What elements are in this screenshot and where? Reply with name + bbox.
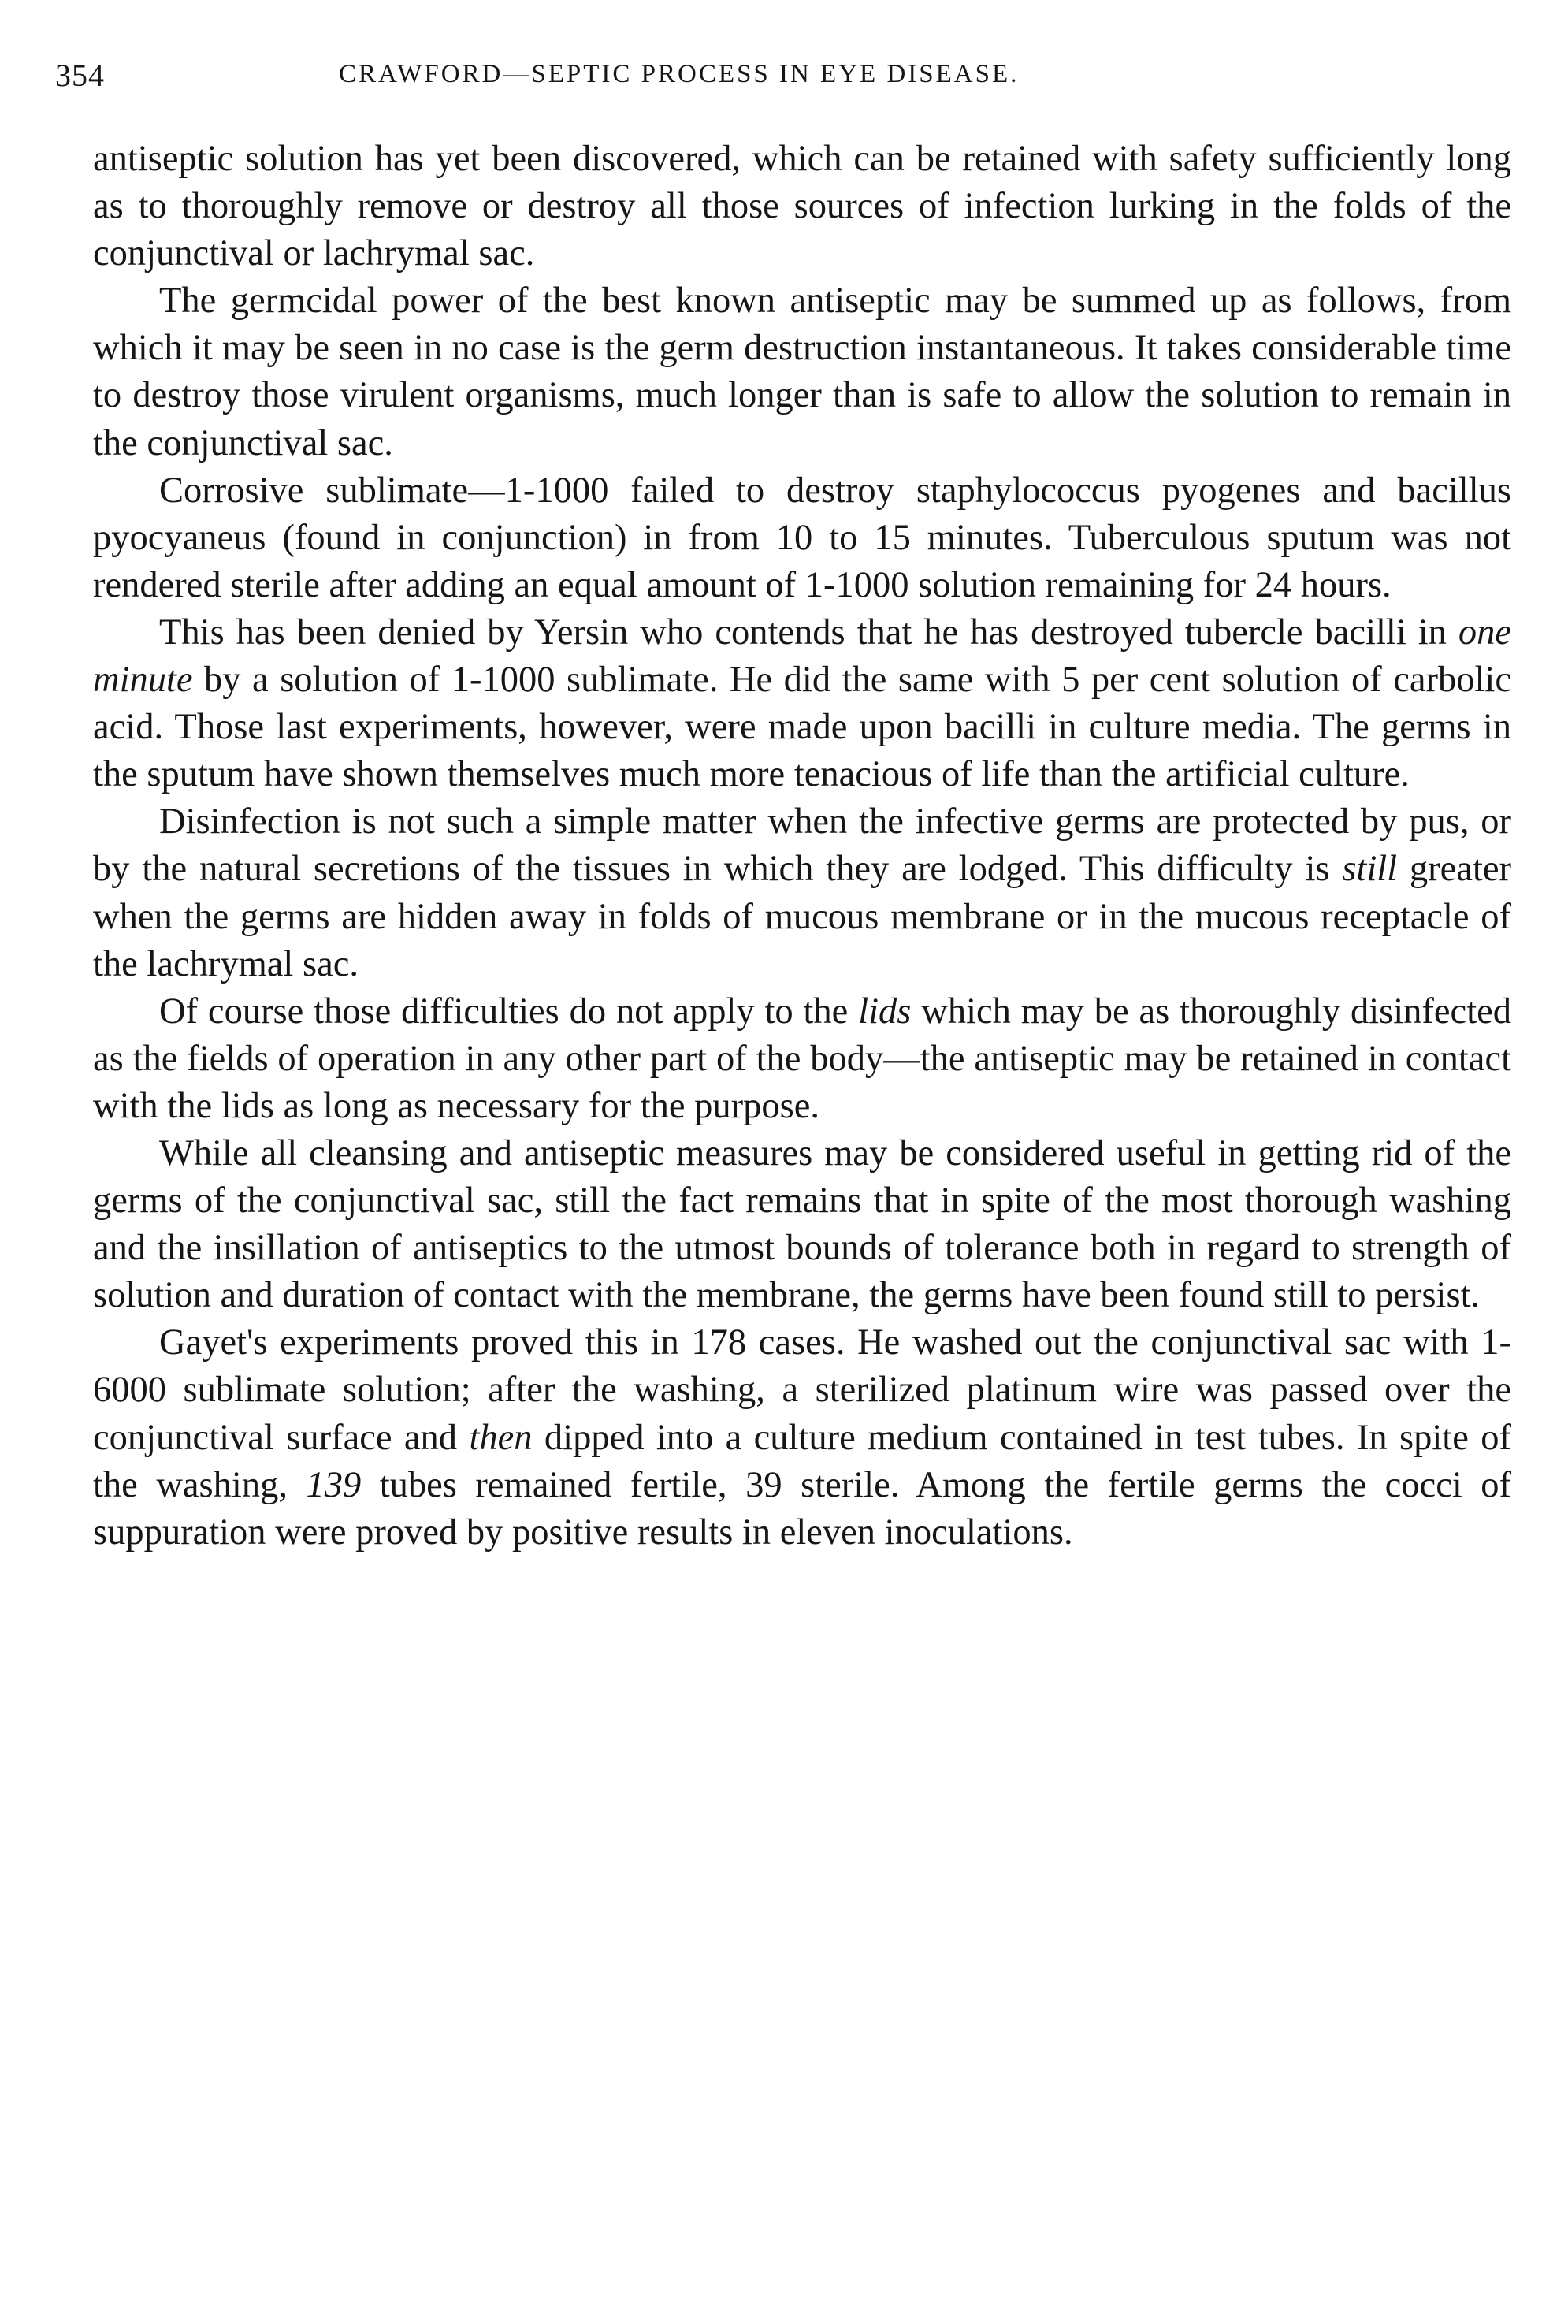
- paragraph-lids-text-1: Of course those difficulties do not apply to the: [159, 991, 859, 1032]
- paragraph-disinfection-emphasis: still: [1342, 849, 1398, 890]
- paragraph-lids-emphasis: lids: [858, 991, 912, 1032]
- paragraph-yersin-text-2: by a solution of 1-1000 sublimate. He did the same with 5 per cent solution of carbolic acid. Those last experiments, however, were made upon bacilli in culture media. The germs in the sputum have shown themselves much more tenacious of life than the artificial culture.: [93, 660, 1511, 795]
- paragraph-disinfection-text-2: greater when the germs are hidden away in folds of mucous membrane or in the mucous receptacle of the lachrymal sac.: [93, 849, 1511, 984]
- paragraph-gayet-text-1: Gayet's experiments proved this in 178 cases. He washed out the conjunctival sac with 1-6000 sublimate solution; after the washing, a sterilized platinum wire was passed over the conjunctival surface and: [93, 1322, 1511, 1458]
- paragraph-gayet-emphasis-then: then: [469, 1417, 533, 1458]
- paragraph-germicidal-power: The germcidal power of the best known antiseptic may be summed up as follows, from which it may be seen in no case is the germ destruction instantaneous. It takes considerable time to destroy those virulent organisms, much longer than is safe to allow the solution to remain in the conjunctival sac.: [93, 281, 1511, 463]
- paragraph-yersin-text-1: This has been denied by Yersin who contends that he has destroyed tubercle bacilli in: [159, 612, 1458, 653]
- paragraph-gayet: [93, 1319, 1511, 1556]
- paragraph-gayet-text-2: dipped into a culture medium contained in test tubes. In spite of the washing,: [93, 1417, 1511, 1505]
- paragraph-gayet-emphasis-count: 139: [306, 1464, 362, 1505]
- paragraph-continuation: antiseptic solution has yet been discovered, which can be retained with safety sufficiently long as to thoroughly remove or destroy all those sources of infection lurking in the folds of the conjunctival or lachrymal sac.: [93, 139, 1511, 274]
- paragraph-cleansing: While all cleansing and antiseptic measures may be considered useful in getting rid of the germs of the conjunctival sac, still the fact remains that in spite of the most thorough washing and the insillation of antiseptics to the utmost bounds of tolerance both in regard to strength of solution and duration of contact with the membrane, the germs have been found still to persist.: [93, 1132, 1511, 1316]
- paragraph-corrosive-sublimate: Corrosive sublimate—1-1000 failed to destroy staphylococcus pyogenes and bacillus pyocyaneus (found in conjunction) in from 10 to 15 minutes. Tuberculous sputum was not rendered sterile after adding an equal amount of 1-1000 solution remaining for 24 hours.: [93, 470, 1511, 605]
- running-head: CRAWFORD—SEPTIC PROCESS IN EYE DISEASE.: [339, 60, 1020, 88]
- paragraph-gayet-text-3: tubes remained fertile, 39 sterile. Among the fertile germs the cocci of suppuration were proved by positive results in eleven inoculations.: [93, 1464, 1512, 1552]
- paragraph-yersin-emphasis: one minute: [93, 612, 1511, 701]
- page-header: [55, 57, 1513, 112]
- paragraph-lids-text-2: which may be as thoroughly disinfected as the fields of operation in any other part of the body—the antiseptic may be retained in contact with the lids as long as necessary for the purpose.: [93, 991, 1511, 1126]
- body-text: [93, 136, 1511, 1556]
- paragraph-lids: [93, 988, 1511, 1130]
- paragraph-disinfection: [93, 798, 1511, 987]
- paragraph-disinfection-text-1: Disinfection is not such a simple matter when the infective germs are protected by pus, or by the natural secretions of the tissues in which they are lodged. This difficulty is: [93, 801, 1511, 890]
- page-number: 354: [55, 58, 105, 93]
- paragraph-yersin: [93, 609, 1511, 798]
